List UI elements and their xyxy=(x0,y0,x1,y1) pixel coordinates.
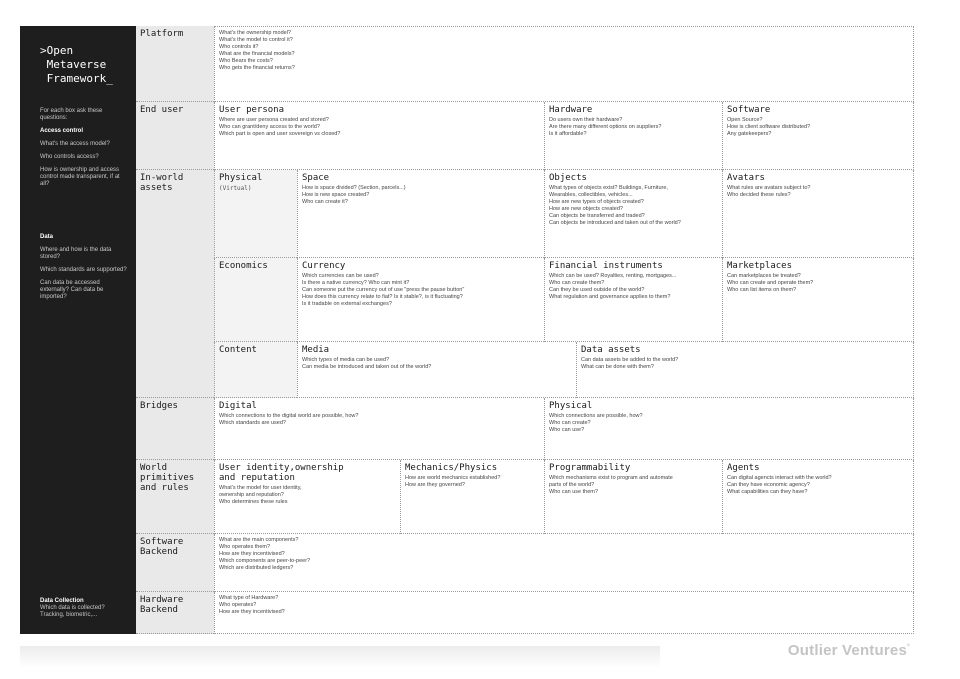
question: Which part is open and user sovereign vs closed? xyxy=(219,131,341,137)
question: How does this currency relate to fiat? Is it stable?, is it fluctuating? xyxy=(302,294,463,300)
software-backend-cell xyxy=(214,534,914,592)
intro-text: For each box ask these questions: xyxy=(40,108,103,121)
brand-name: Outlier Ventures xyxy=(787,642,907,659)
question: How is space divided? (Section, parcels...) xyxy=(302,185,406,191)
question: Do users own their hardware? xyxy=(549,117,623,123)
question: Can they have economic agency? xyxy=(727,482,810,488)
question: What can be done with them? xyxy=(581,364,654,370)
software-questions xyxy=(727,117,909,138)
programmability-questions xyxy=(549,475,718,496)
question: Who can grant/deny access to the world? xyxy=(219,124,320,130)
user-persona-title: User persona xyxy=(219,105,285,115)
mechanics-title: Mechanics/Physics xyxy=(405,463,498,473)
question: Are there many different options on suppliers? xyxy=(549,124,662,130)
hardware-backend-cell xyxy=(214,592,914,634)
financial-instruments-cell xyxy=(544,258,722,342)
data-assets-cell xyxy=(576,342,914,398)
agents-questions xyxy=(727,475,909,496)
media-title: Media xyxy=(302,345,330,355)
agents-title: Agents xyxy=(727,463,760,473)
question: Who can create and operate them? xyxy=(727,280,814,286)
objects-title: Objects xyxy=(549,173,587,183)
question: What rules are avatars subject to? xyxy=(727,185,811,191)
mechanics-questions xyxy=(405,475,540,489)
question: Who controls it? xyxy=(219,44,259,50)
data-heading: Data xyxy=(40,234,54,240)
question: Who can create them? xyxy=(549,280,605,286)
avatars-title: Avatars xyxy=(727,173,765,183)
access-question: Who controls access? xyxy=(40,154,99,160)
question: What's the ownership model? xyxy=(219,30,291,36)
physical-bridge-title: Physical xyxy=(549,401,593,411)
data-question: Can data be accessed externally? Can data be imported? xyxy=(40,280,104,300)
access-question: How is ownership and access control made transparent, if at all? xyxy=(40,167,120,187)
question: Can someone put the currency out of use "press the pause button" xyxy=(302,287,465,293)
framework-title: >Open Metaverse Framework_ xyxy=(40,44,113,85)
financial-instruments-title: Financial instruments xyxy=(549,261,663,271)
programmability-cell xyxy=(544,460,722,534)
question: Can marketplaces be treated? xyxy=(727,273,801,279)
software-backend-questions xyxy=(219,537,909,572)
question: What types of objects exist? Buildings, Furniture, xyxy=(549,185,668,191)
avatars-cell xyxy=(722,170,914,258)
space-questions xyxy=(302,185,540,206)
question: Who can use? xyxy=(549,427,585,433)
user-persona-cell xyxy=(214,102,544,170)
physical-title: Physical xyxy=(219,173,263,183)
marketplaces-title: Marketplaces xyxy=(727,261,793,271)
question: Which mechanisms exist to program and automate xyxy=(549,475,673,481)
question: Which standards are used? xyxy=(219,420,286,426)
question: What's the model for user identity, xyxy=(219,485,302,491)
hardware-questions xyxy=(549,117,718,138)
currency-title: Currency xyxy=(302,261,346,271)
question: Which components are peer-to-peer? xyxy=(219,558,311,564)
question: Where are user persona created and stored? xyxy=(219,117,329,123)
question: parts of the world? xyxy=(549,482,595,488)
question: How are they governed? xyxy=(405,482,465,488)
question: How are new types of objects created? xyxy=(549,199,644,205)
collection-heading: Data Collection xyxy=(40,598,84,604)
collection-section xyxy=(40,598,130,619)
row-label-in-world-assets: In-world assets xyxy=(136,170,214,398)
objects-cell xyxy=(544,170,722,258)
media-cell xyxy=(297,342,576,398)
question: What are the financial models? xyxy=(219,51,295,57)
collection-question: Which data is collected? xyxy=(40,605,105,611)
question: Which connections are possible, how? xyxy=(549,413,643,419)
economics-cell xyxy=(214,258,297,342)
question: How is new space created? xyxy=(302,192,370,198)
question: Which are distributed ledgers? xyxy=(219,565,294,571)
platform-questions xyxy=(219,30,909,72)
content-cell xyxy=(214,342,297,398)
question: What's the model to control it? xyxy=(219,37,293,43)
question: What type of Hardware? xyxy=(219,595,279,601)
question: Is it tradable on external exchanges? xyxy=(302,301,392,307)
physical-bridge-cell xyxy=(544,398,914,460)
question: Which can be used? Royalties, renting, mortgages... xyxy=(549,273,677,279)
question: How is client software distributed? xyxy=(727,124,811,130)
collection-question: Tracking, biometric,... xyxy=(40,612,98,618)
question: Which connections to the digital world are possible, how? xyxy=(219,413,359,419)
mechanics-cell xyxy=(400,460,544,534)
identity-title: User identity,ownership and reputation xyxy=(219,463,344,483)
question: Can they be used outside of the world? xyxy=(549,287,645,293)
question: Who determines these rules xyxy=(219,499,288,505)
question: Who can list items on them? xyxy=(727,287,797,293)
question: Is there a native currency? Who can mint it? xyxy=(302,280,410,286)
row-label-platform: Platform xyxy=(136,26,214,102)
currency-questions xyxy=(302,273,540,308)
framework-sidebar xyxy=(20,26,136,634)
digital-bridge-cell xyxy=(214,398,544,460)
row-label-hardware-backend: Hardware Backend xyxy=(136,592,214,634)
access-question: What's the access model? xyxy=(40,141,110,147)
brand-logo xyxy=(788,642,910,659)
hardware-cell xyxy=(544,102,722,170)
question: Who operates them? xyxy=(219,544,271,550)
data-question: Where and how is the data stored? xyxy=(40,247,112,260)
marketplaces-questions xyxy=(727,273,909,294)
question: What are the main components? xyxy=(219,537,299,543)
row-label-bridges: Bridges xyxy=(136,398,214,460)
identity-cell xyxy=(214,460,400,534)
media-questions xyxy=(302,357,572,371)
question: Who gets the financial returns? xyxy=(219,65,295,71)
question: Can objects be introduced and taken out of the world? xyxy=(549,220,681,226)
space-cell xyxy=(297,170,544,258)
question: Any gatekeepers? xyxy=(727,131,772,137)
data-assets-title: Data assets xyxy=(581,345,641,355)
marketplaces-cell xyxy=(722,258,914,342)
row-label-world-primitives: World primitives and rules xyxy=(136,460,214,534)
physical-subtitle: (Virtual) xyxy=(219,185,252,192)
question: Which types of media can be used? xyxy=(302,357,390,363)
brand-mark: ° xyxy=(907,644,910,651)
digital-title: Digital xyxy=(219,401,257,411)
physical-bridge-questions xyxy=(549,413,909,434)
identity-questions xyxy=(219,485,396,506)
access-heading: Access control xyxy=(40,128,84,134)
question: Who can create? xyxy=(549,420,591,426)
agents-cell xyxy=(722,460,914,534)
digital-questions xyxy=(219,413,540,427)
question: Who Bears the costs? xyxy=(219,58,273,64)
question: How are they incentivised? xyxy=(219,551,285,557)
platform-cell xyxy=(214,26,914,102)
currency-cell xyxy=(297,258,544,342)
question: Who operates? xyxy=(219,602,257,608)
question: Wearables, collectibles, vehicles... xyxy=(549,192,633,198)
question: How are they incentivised? xyxy=(219,609,285,615)
avatars-questions xyxy=(727,185,909,199)
question: Is it affordable? xyxy=(549,131,587,137)
physical-cell xyxy=(214,170,297,258)
software-title: Software xyxy=(727,105,771,115)
question: Open Source? xyxy=(727,117,763,123)
objects-questions xyxy=(549,185,718,227)
hardware-backend-questions xyxy=(219,595,909,616)
access-section xyxy=(40,108,130,194)
financial-instruments-questions xyxy=(549,273,718,301)
content-title: Content xyxy=(219,345,257,355)
data-assets-questions xyxy=(581,357,909,371)
question: Who can create it? xyxy=(302,199,348,205)
question: Who can use them? xyxy=(549,489,598,495)
question: ownership and reputation? xyxy=(219,492,284,498)
question: Which currencies can be used? xyxy=(302,273,379,279)
economics-title: Economics xyxy=(219,261,268,271)
user-persona-questions xyxy=(219,117,540,138)
space-title: Space xyxy=(302,173,330,183)
question: What capabilities can they have? xyxy=(727,489,808,495)
page-shadow xyxy=(20,646,660,668)
question: How are new objects created? xyxy=(549,206,623,212)
question: How are world mechanics established? xyxy=(405,475,501,481)
question: Who decided these rules? xyxy=(727,192,791,198)
question: Can media be introduced and taken out of the world? xyxy=(302,364,432,370)
question: Can digital agencts interact with the world? xyxy=(727,475,832,481)
data-section xyxy=(40,234,130,307)
hardware-title: Hardware xyxy=(549,105,593,115)
question: Can objects be transferred and traded? xyxy=(549,213,645,219)
row-label-end-user: End user xyxy=(136,102,214,170)
row-label-software-backend: Software Backend xyxy=(136,534,214,592)
data-question: Which standards are supported? xyxy=(40,267,127,273)
programmability-title: Programmability xyxy=(549,463,631,473)
software-cell xyxy=(722,102,914,170)
question: Can data assets be added to the world? xyxy=(581,357,679,363)
question: What regulation and governance applies to them? xyxy=(549,294,671,300)
